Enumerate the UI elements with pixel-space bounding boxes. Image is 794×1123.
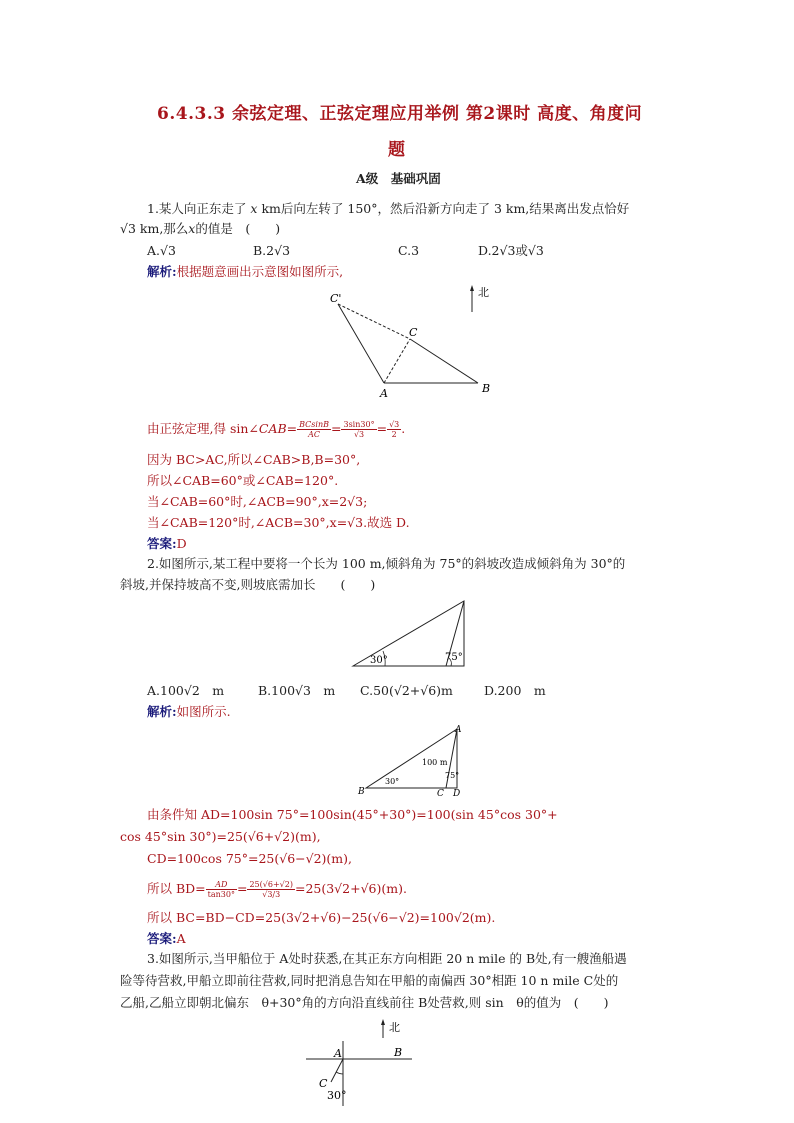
q2-frac-2	[247, 880, 295, 899]
q2-frac-2-num: 25(√6+√2)	[249, 880, 293, 889]
q1-answer-value: D	[176, 536, 187, 551]
q2-answer	[147, 931, 186, 947]
q1-answer	[147, 536, 187, 552]
q3-point-b: B	[394, 1046, 403, 1059]
q1-stem-line2	[120, 221, 280, 237]
q1-stem-b: km后向左转了 150°，然后沿新方向走了 3 km,结果离出发点恰好	[261, 201, 630, 216]
q2-frac-1	[206, 880, 237, 899]
q2-analysis-label: 解析:	[147, 704, 177, 719]
q1-frac-3-den: 2	[391, 430, 397, 439]
q1-sol-line4: 当∠CAB=60°时,∠ACB=90°,x=2√3;	[147, 494, 368, 509]
q2s-point-c: C	[437, 789, 444, 799]
q2-figure	[350, 598, 470, 670]
q2-angle-30-label: 30°	[370, 655, 388, 666]
q1-answer-label: 答案:	[147, 536, 177, 551]
q2s-point-b: B	[358, 787, 365, 797]
q3-stem-line1: 3.如图所示,当甲船位于 A处时获悉,在其正东方向相距 20 n mile 的 B处,有一艘渔船遇	[147, 951, 627, 966]
q2-frac-1-num: AD	[206, 880, 237, 890]
segment-a-c	[384, 339, 410, 383]
point-c-label: C	[409, 326, 418, 339]
q2-stem-line1: 2.如图所示,某工程中要将一个长为 100 m,倾斜角为 75°的斜坡改造成倾斜角为 30°的	[147, 556, 626, 571]
q2-sol-line3: CD=100cos 75°=25(√6−√2)(m),	[147, 851, 353, 866]
q1-figure	[320, 282, 520, 402]
q2-analysis-text: 如图所示.	[176, 704, 231, 719]
q2-sol-l4b: =25(3√2+√6)(m).	[294, 881, 407, 896]
q3-north-label: 北	[389, 1021, 400, 1034]
q2s-angle-75: 75°	[445, 771, 460, 780]
q2-stem-line2: 斜坡,并保持坡高不变,则坡底需加长 ( )	[120, 577, 376, 592]
q1-frac-2-num: 3sin30°	[343, 420, 375, 429]
q1-sol-line1: 由正弦定理,得 sin∠CAB= $\frac{BCsinB}{AC}$ = $\frac{3\sin 30^\circ}{√3}$ = $\frac{√3}{2}$ .	[147, 420, 406, 439]
q2-answer-label: 答案:	[147, 931, 177, 946]
q2-sol-line2: cos 45°sin 30°)=25(√6+√2)(m),	[120, 829, 321, 844]
q1-sol-line5: 当∠CAB=120°时,∠ACB=30°,x=√3.故选 D.	[147, 515, 410, 530]
q3-stem-line2: 险等待营救,甲船立即前往营救,同时把消息告知在甲船的南偏西 30°相距 10 n mile C处的	[120, 973, 619, 988]
q2-option-b: B.100√3 m	[258, 683, 336, 698]
q2-sol-line4	[147, 874, 407, 904]
segment-c1-a	[338, 304, 384, 383]
q2-answer-value: A	[176, 931, 186, 946]
q1-option-d: D.2√3或√3	[478, 243, 544, 258]
q1-stem-e: 的值是 ( )	[195, 221, 281, 236]
q2-option-c: C.50(√2+√6)m	[360, 683, 453, 698]
q1-frac-3-num: √3	[389, 420, 400, 429]
q2-frac-2-den: √3/3	[262, 890, 281, 899]
point-c1-label: C'	[330, 292, 342, 305]
q1-sol-eq1: =	[286, 421, 298, 436]
q2s-point-a: A	[455, 725, 462, 735]
q2s-length-label: 100 m	[422, 758, 448, 767]
q1-stem-line1	[147, 201, 629, 217]
q2-solution-figure	[354, 721, 474, 799]
page-title: 6.4.3.3 余弦定理、正弦定理应用举例 第2课时 高度、角度问	[157, 104, 643, 124]
q1-frac-3	[387, 420, 401, 439]
q1-sol-cab: CAB	[258, 421, 287, 436]
q1-analysis-text: 根据题意画出示意图如图所示,	[176, 264, 344, 279]
q1-stem-c: √3	[120, 221, 136, 236]
q2-sol-l4a: 所以 BD=	[147, 881, 206, 896]
north-label: 北	[478, 286, 489, 299]
q3-angle-arc	[336, 1072, 343, 1074]
q3-figure	[300, 1016, 420, 1108]
q1-stem-a: 1.某人向正东走了	[147, 201, 247, 216]
point-a-label: A	[380, 387, 388, 400]
q2-angle-75-label: 75°	[445, 652, 463, 663]
q2-analysis	[147, 704, 231, 720]
q1-option-a: A.√3	[147, 243, 176, 258]
q2s-point-d: D	[453, 789, 461, 799]
q1-sol-l1a: 由正弦定理,得 sin∠	[147, 421, 259, 436]
q1-analysis-label: 解析:	[147, 264, 177, 279]
q2-frac-1-den: tan30°	[207, 890, 235, 899]
q1-x2: x	[188, 221, 196, 236]
section-heading: A级 基础巩固	[356, 171, 441, 186]
q1-sol-eq3: =	[376, 421, 388, 436]
segment-c1-c	[338, 304, 410, 339]
q3-stem-line3: 乙船,乙船立即朝北偏东 θ+30°角的方向沿直线前往 B处营救,则 sin θ的值为 ( )	[120, 995, 609, 1010]
q2-sol-eq: =	[236, 881, 248, 896]
q1-stem-d: km,那么	[135, 221, 189, 236]
segment-c-b	[410, 339, 478, 383]
q2-sol-line5: 所以 BC=BD−CD=25(3√2+√6)−25(√6−√2)=100√2(m).	[147, 910, 496, 925]
q2-option-a: A.100√2 m	[147, 683, 225, 698]
point-b-label: B	[482, 382, 491, 395]
q2-sol-line1: 由条件知 AD=100sin 75°=100sin(45°+30°)=100(sin 45°cos 30°+	[147, 807, 558, 822]
q1-sol-line3: 所以∠CAB=60°或∠CAB=120°.	[147, 473, 339, 488]
q1-option-c: C.3	[398, 243, 420, 258]
q1-frac-1	[297, 420, 331, 439]
q3-point-c: C	[319, 1077, 328, 1090]
q3-segment-a-c	[331, 1059, 343, 1082]
q1-sol-eq2: =	[331, 421, 342, 436]
q1-frac-1-num: BCsinB	[299, 420, 329, 429]
q3-point-a: A	[334, 1047, 342, 1060]
q3-angle-label: 30°	[327, 1089, 347, 1102]
q1-sol-line2: 因为 BC>AC,所以∠CAB>B,B=30°,	[147, 452, 361, 467]
page-title-cont: 题	[388, 140, 406, 160]
q1-option-b: B.2√3	[253, 243, 291, 258]
q2-option-d: D.200 m	[484, 683, 546, 698]
q1-x: x	[250, 201, 258, 216]
north-arrow-head	[470, 285, 474, 291]
q3-north-arrow-head	[381, 1019, 385, 1025]
q1-frac-2	[341, 420, 376, 439]
q1-frac-2-den: √3	[353, 430, 365, 439]
q1-analysis	[147, 264, 343, 280]
q1-frac-1-den: AC	[308, 430, 321, 439]
q2s-angle-30: 30°	[385, 777, 400, 786]
